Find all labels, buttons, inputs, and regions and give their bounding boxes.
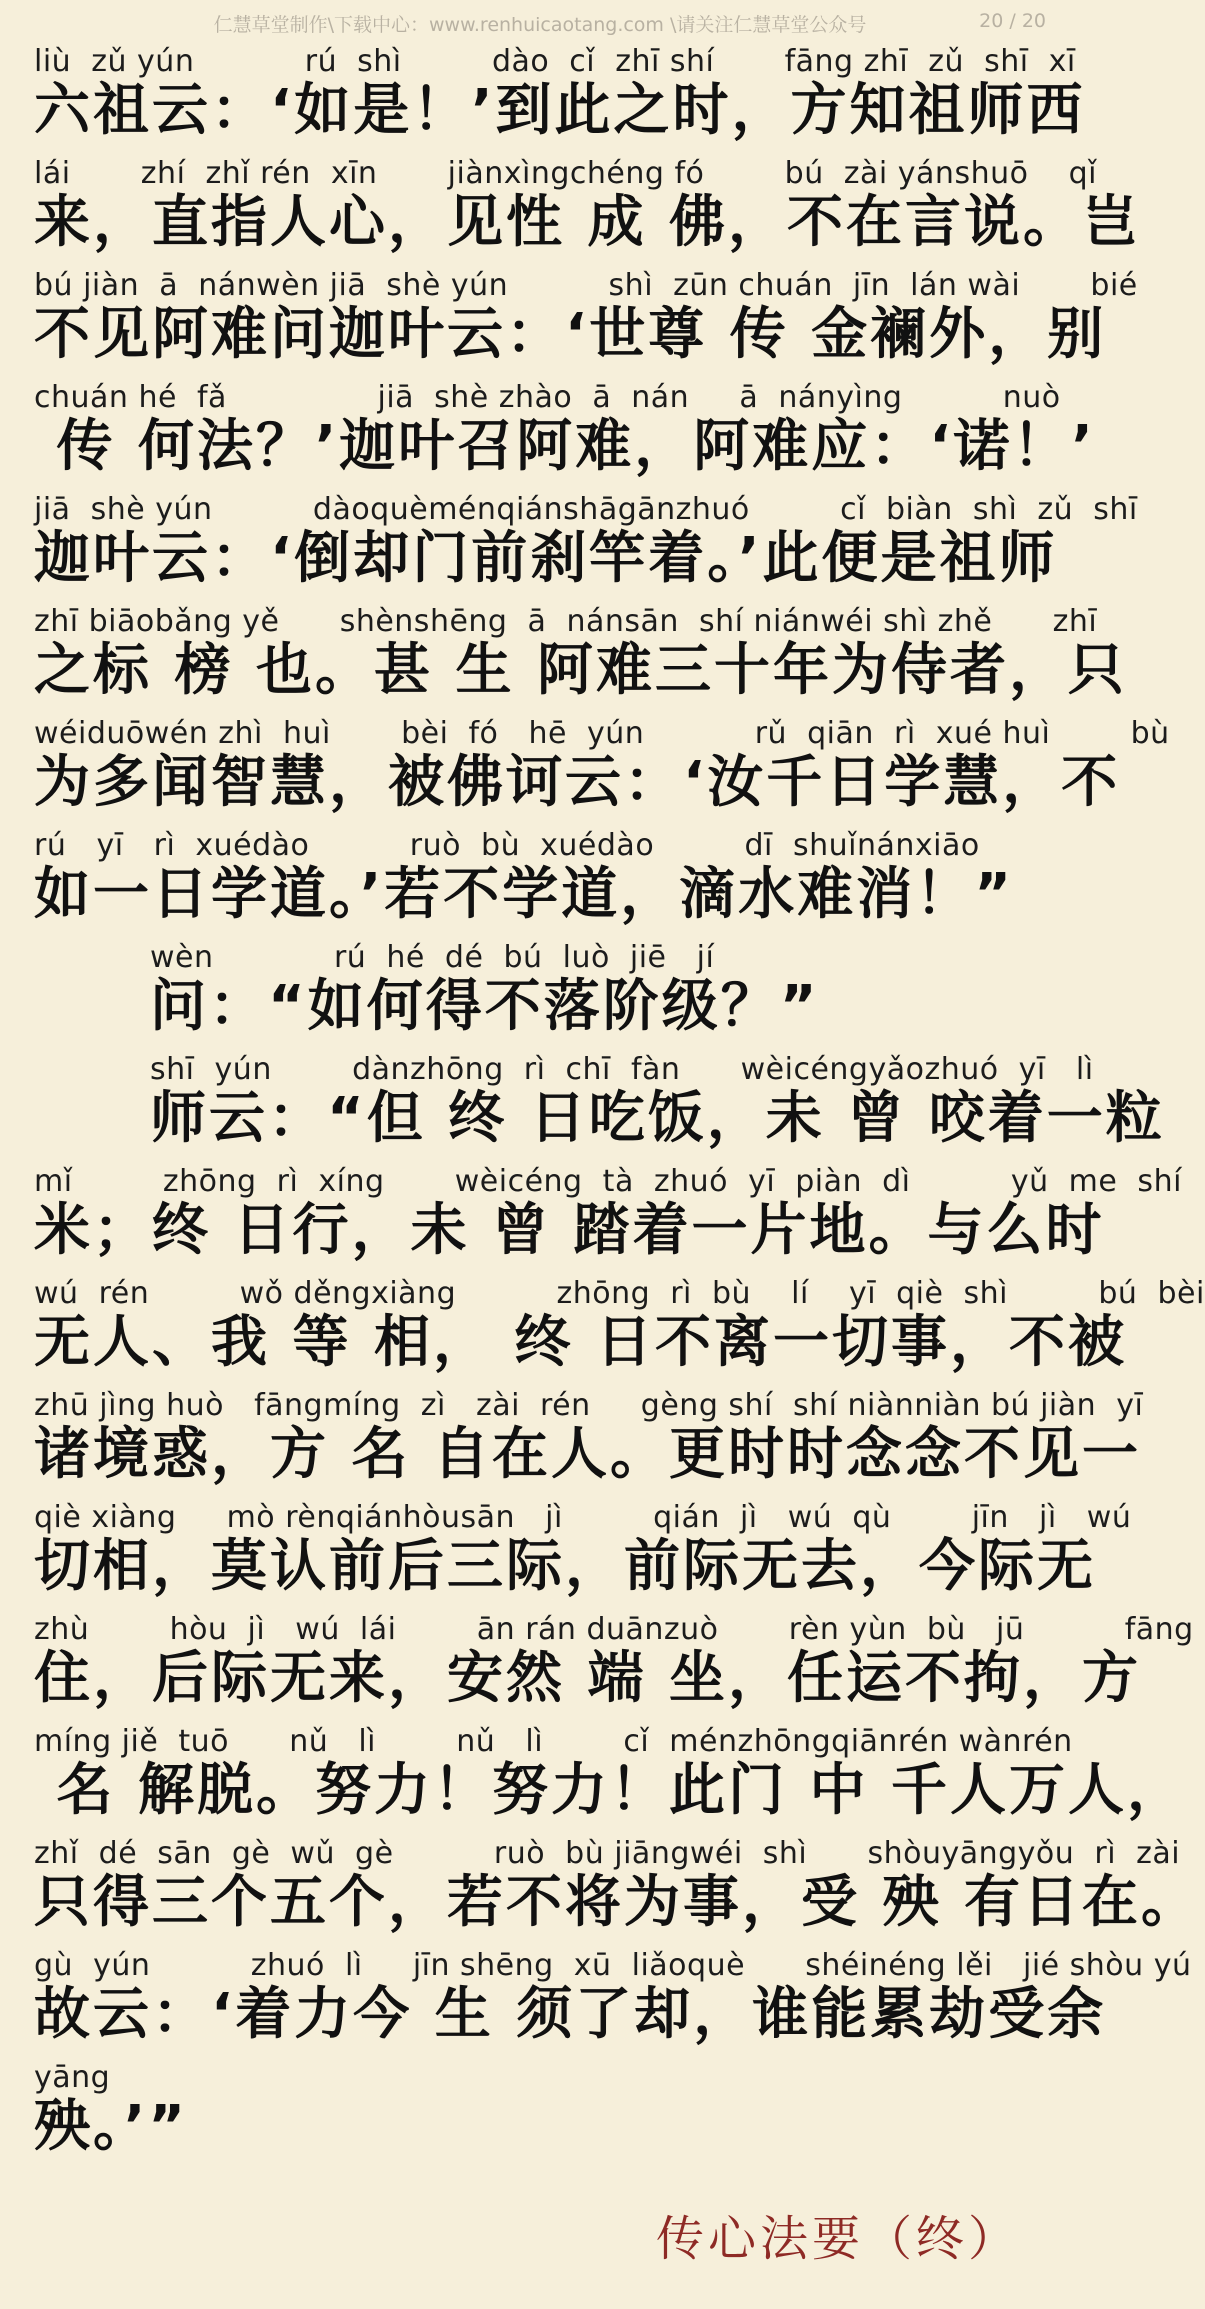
text-line [0, 376, 1096, 488]
pinyin-line: zhù hòu jì wú lái ān rán duānzuò rèn yùn bù jū fāng [34, 1612, 1194, 1647]
chinese-line: 之标 榜 也。甚 生 阿难三十年为侍者，只 [34, 638, 1127, 703]
text-line [0, 824, 1080, 936]
chinese-line: 米；终 日行，未 曾 踏着一片地。与么时 [34, 1198, 1105, 1263]
text-line [0, 1496, 1132, 1608]
text-line [0, 264, 1138, 376]
pinyin-line: rú yī rì xuédào ruò bù xuédào dī shuǐnánxiāo [34, 828, 980, 863]
pinyin-line: liù zǔ yún rú shì dào cǐ zhī shí fāng zhī zǔ shī xī [34, 44, 1076, 79]
text-line [0, 1944, 1192, 2056]
text-line [0, 488, 1138, 600]
pinyin-line: chuán hé fǎ jiā shè zhào ā nán ā nányìng nuò [34, 380, 1061, 415]
pinyin-line: zhū jìng huò fāngmíng zì zài rén gèng shí shí niànniàn bú jiàn yī [34, 1388, 1144, 1423]
chinese-line: 殃。’” [34, 2094, 189, 2159]
chinese-line: 为多闻智慧，被佛诃云：‘汝千日学慧，不 [34, 750, 1121, 815]
chinese-line: 问：“如何得不落阶级？” [150, 974, 820, 1039]
chinese-line: 无人、我 等 相， 终 日不离一切事，不被 [34, 1310, 1127, 1375]
text-line [0, 712, 1170, 824]
chinese-line: 传 何法？’迦叶召阿难，阿难应：‘诺！’ [34, 414, 1096, 479]
pinyin-line: zhǐ dé sān gè wǔ gè ruò bù jiāngwéi shì shòuyāngyǒu rì zài [34, 1836, 1181, 1871]
pinyin-line: wú rén wǒ děngxiàng zhōng rì bù lí yī qiè shì bú bèi [34, 1276, 1205, 1311]
text-line [0, 1048, 1165, 1160]
text-line [0, 40, 1086, 152]
pinyin-line: bú jiàn ā nánwèn jiā shè yún shì zūn chuán jīn lán wài bié [34, 268, 1138, 303]
text-body [0, 40, 1205, 2168]
text-line [0, 600, 1127, 712]
chinese-line: 师云：“但 终 日吃饭，未 曾 咬着一粒 [150, 1086, 1165, 1151]
chinese-line: 来，直指人心，见性 成 佛，不在言说。岂 [34, 190, 1141, 255]
pinyin-line: yāng [34, 2060, 111, 2095]
text-line [0, 1832, 1200, 1944]
page-number: 20 / 20 [979, 10, 1046, 32]
text-line [0, 1272, 1205, 1384]
chinese-line: 如一日学道。’若不学道，滴水难消！” [34, 862, 1015, 927]
pinyin-line: wèn rú hé dé bú luò jiē jí [150, 940, 715, 975]
chinese-line: 诸境惑，方 名 自在人。更时时念念不见一 [34, 1422, 1141, 1487]
chinese-line: 只得三个五个，若不将为事，受 殃 有日在。 [34, 1870, 1200, 1935]
text-line [0, 1160, 1182, 1272]
pinyin-line: jiā shè yún dàoquèménqiánshāgānzhuó cǐ biàn shì zǔ shī [34, 492, 1138, 527]
chinese-line: 切相，莫认前后三际，前际无去，今际无 [34, 1534, 1096, 1599]
pinyin-line: zhī biāobǎng yě shènshēng ā nánsān shí niánwéi shì zhě zhī [34, 604, 1098, 639]
chinese-line: 住，后际无来，安然 端 坐，任运不拘，方 [34, 1646, 1141, 1711]
pinyin-line: míng jiě tuō nǔ lì nǔ lì cǐ ménzhōngqiānrén wànrén [34, 1724, 1073, 1759]
page-header [0, 0, 1080, 44]
pinyin-line: wéiduōwén zhì huì bèi fó hē yún rǔ qiān rì xué huì bù [34, 716, 1170, 751]
end-title: 传心法要（终） [655, 2211, 1020, 2267]
pinyin-line: shī yún dànzhōng rì chī fàn wèicéngyǎozhuó yī lì [150, 1052, 1094, 1087]
text-line [0, 2056, 1080, 2168]
chinese-line: 故云：‘着力今 生 须了却，谁能累劫受余 [34, 1982, 1107, 2047]
text-line [0, 1720, 1186, 1832]
chinese-line: 名 解脱。努力！努力！此门 中 千人万人， [34, 1758, 1186, 1823]
text-line [0, 152, 1141, 264]
pinyin-line: mǐ zhōng rì xíng wèicéng tà zhuó yī piàn dì yǔ me shí [34, 1164, 1182, 1199]
chinese-line: 不见阿难问迦叶云：‘世尊 传 金襕外，别 [34, 302, 1107, 367]
text-line [0, 1384, 1144, 1496]
text-line [0, 936, 1080, 1048]
site-banner: 仁慧草堂制作\下载中心：www.renhuicaotang.com \请关注仁慧草堂公众号 [213, 14, 867, 36]
pinyin-line: qiè xiàng mò rènqiánhòusān jì qián jì wú qù jīn jì wú [34, 1500, 1132, 1535]
chinese-line: 六祖云：‘如是！’到此之时，方知祖师西 [34, 78, 1086, 143]
pinyin-line: gù yún zhuó lì jīn shēng xū liǎoquè shéinéng lěi jié shòu yú [34, 1948, 1192, 1983]
chinese-line: 迦叶云：‘倒却门前刹竿着。’此便是祖师 [34, 526, 1058, 591]
text-line [0, 1608, 1194, 1720]
pinyin-line: lái zhí zhǐ rén xīn jiànxìngchéng fó bú zài yánshuō qǐ [34, 156, 1097, 191]
